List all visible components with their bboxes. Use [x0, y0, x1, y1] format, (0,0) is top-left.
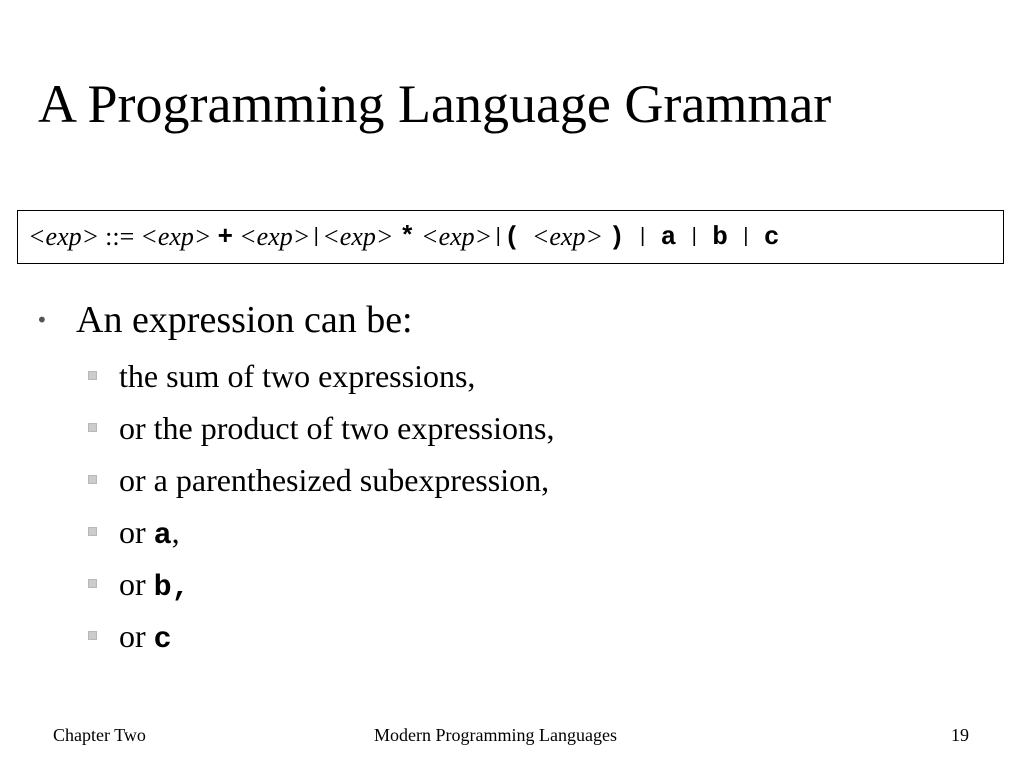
grammar-a-terminal: a — [660, 222, 677, 252]
bullet-dot-icon: • — [36, 308, 48, 332]
list-item-text: the sum of two expressions, — [119, 358, 476, 394]
grammar-alternative-bar: | — [688, 225, 701, 249]
slide-title: A Programming Language Grammar — [38, 74, 832, 134]
footer-chapter: Chapter Two — [53, 725, 146, 745]
grammar-alternative-bar: | — [636, 225, 649, 249]
list-item-text: or a, — [119, 514, 180, 553]
grammar-nonterminal: <exp> — [421, 222, 493, 251]
grammar-c-terminal: c — [763, 222, 780, 252]
list-item-text: or a parenthesized subexpression, — [119, 462, 550, 498]
grammar-lhs: <exp> — [28, 222, 100, 251]
list-item-text: or the product of two expressions, — [119, 410, 555, 446]
grammar-nonterminal: <exp> — [239, 222, 311, 251]
grammar-plus-terminal: + — [217, 222, 234, 252]
grammar-nonterminal: <exp> — [322, 222, 394, 251]
grammar-b-terminal: b — [712, 222, 728, 252]
grammar-alternative-bar: | — [310, 225, 323, 249]
square-bullet-icon — [88, 423, 97, 432]
grammar-nonterminal: <exp> — [140, 222, 212, 251]
grammar-times-terminal: * — [399, 222, 416, 252]
grammar-lparen-terminal: ( — [504, 222, 520, 252]
main-bullet-text: An expression can be: — [76, 299, 413, 341]
square-bullet-icon — [88, 371, 97, 380]
grammar-alternative-bar: | — [492, 225, 505, 249]
footer-book-title: Modern Programming Languages — [374, 725, 617, 745]
grammar-nonterminal: <exp> — [531, 222, 604, 251]
grammar-rule-box — [17, 210, 1004, 264]
list-item-text: or c — [119, 618, 172, 657]
grammar-alternative-bar: | — [739, 225, 752, 249]
grammar-rparen-terminal: ) — [609, 222, 625, 252]
square-bullet-icon — [88, 527, 97, 536]
square-bullet-icon — [88, 579, 97, 588]
square-bullet-icon — [88, 631, 97, 640]
footer-page-number: 19 — [951, 725, 969, 745]
square-bullet-icon — [88, 475, 97, 484]
grammar-define-symbol: ::= — [105, 222, 135, 251]
list-item-text: or b, — [119, 566, 190, 605]
